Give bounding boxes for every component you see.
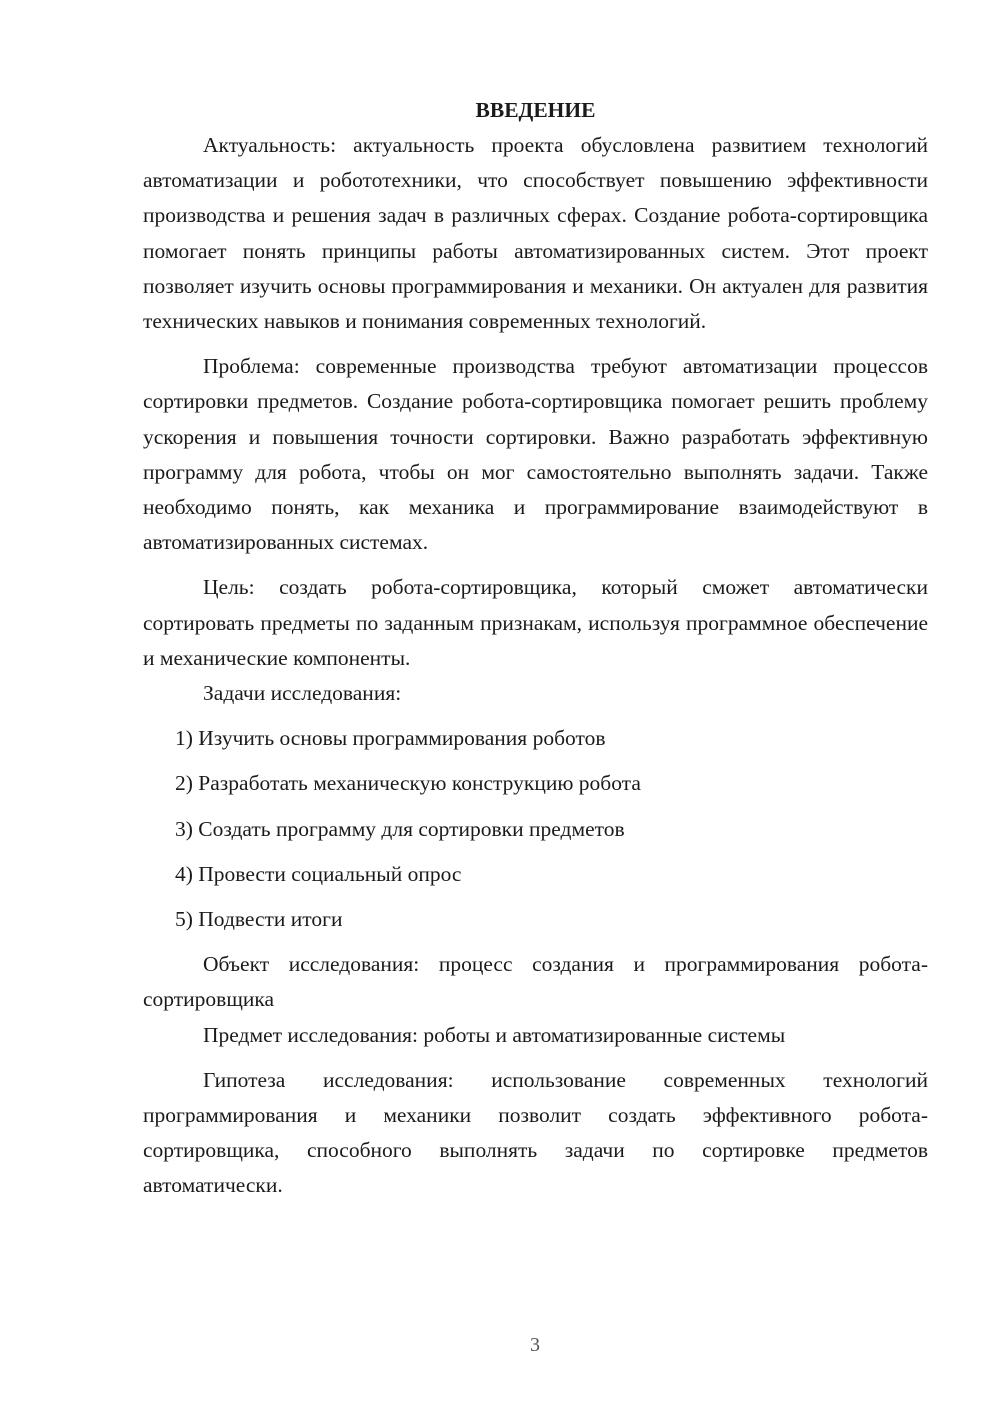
list-item: 5) Подвести итоги <box>175 907 343 931</box>
paragraph-subject: Предмет исследования: роботы и автоматизированные системы <box>203 1022 786 1047</box>
paragraph-hypothesis: Гипотеза исследования: использование современных технологий программирования и механики позволит создать эффективного робота-сортировщика, способного выполнять задачи по сортировке предметов автоматически. <box>143 1067 928 1198</box>
list-item: 3) Создать программу для сортировки предметов <box>175 816 625 841</box>
list-item: 2) Разработать механическую конструкцию робота <box>175 771 641 796</box>
paragraph-problem: Проблема: современные производства требуют автоматизации процессов сортировки предметов. Создание робота-сортировщика помогает решить проблему ускорения и повышения точности сортировки. Важно разработать эффективную программу для робота, чтобы он мог самостоятельно выполнять задачи. Также необходимо понять, как механика и программирование взаимодействуют в автоматизированных системах. <box>143 354 928 555</box>
list-item: 4) Провести социальный опрос <box>175 861 462 886</box>
tasks-list <box>143 721 928 937</box>
page-number: 3 <box>530 1334 540 1356</box>
paragraph-relevance: Актуальность: актуальность проекта обусловлена развитием технологий автоматизации и робототехники, что способствует повышению эффективности производства и решения задач в различных сферах. Создание робота-сортировщика помогает понять принципы работы автоматизированных систем. Этот проект позволяет изучить основы программирования и механики. Он актуален для развития технических навыков и понимания современных технологий. <box>143 133 928 334</box>
document-page <box>143 93 928 1204</box>
paragraph-goal: Цель: создать робота-сортировщика, который сможет автоматически сортировать предметы по заданным признакам, используя программное обеспечение и механические компоненты. <box>143 575 928 670</box>
tasks-heading: Задачи исследования: <box>203 681 402 706</box>
paragraph-object: Объект исследования: процесс создания и программирования робота-сортировщика <box>143 952 928 1012</box>
section-title: ВВЕДЕНИЕ <box>475 98 596 122</box>
list-item: 1) Изучить основы программирования роботов <box>175 726 606 751</box>
